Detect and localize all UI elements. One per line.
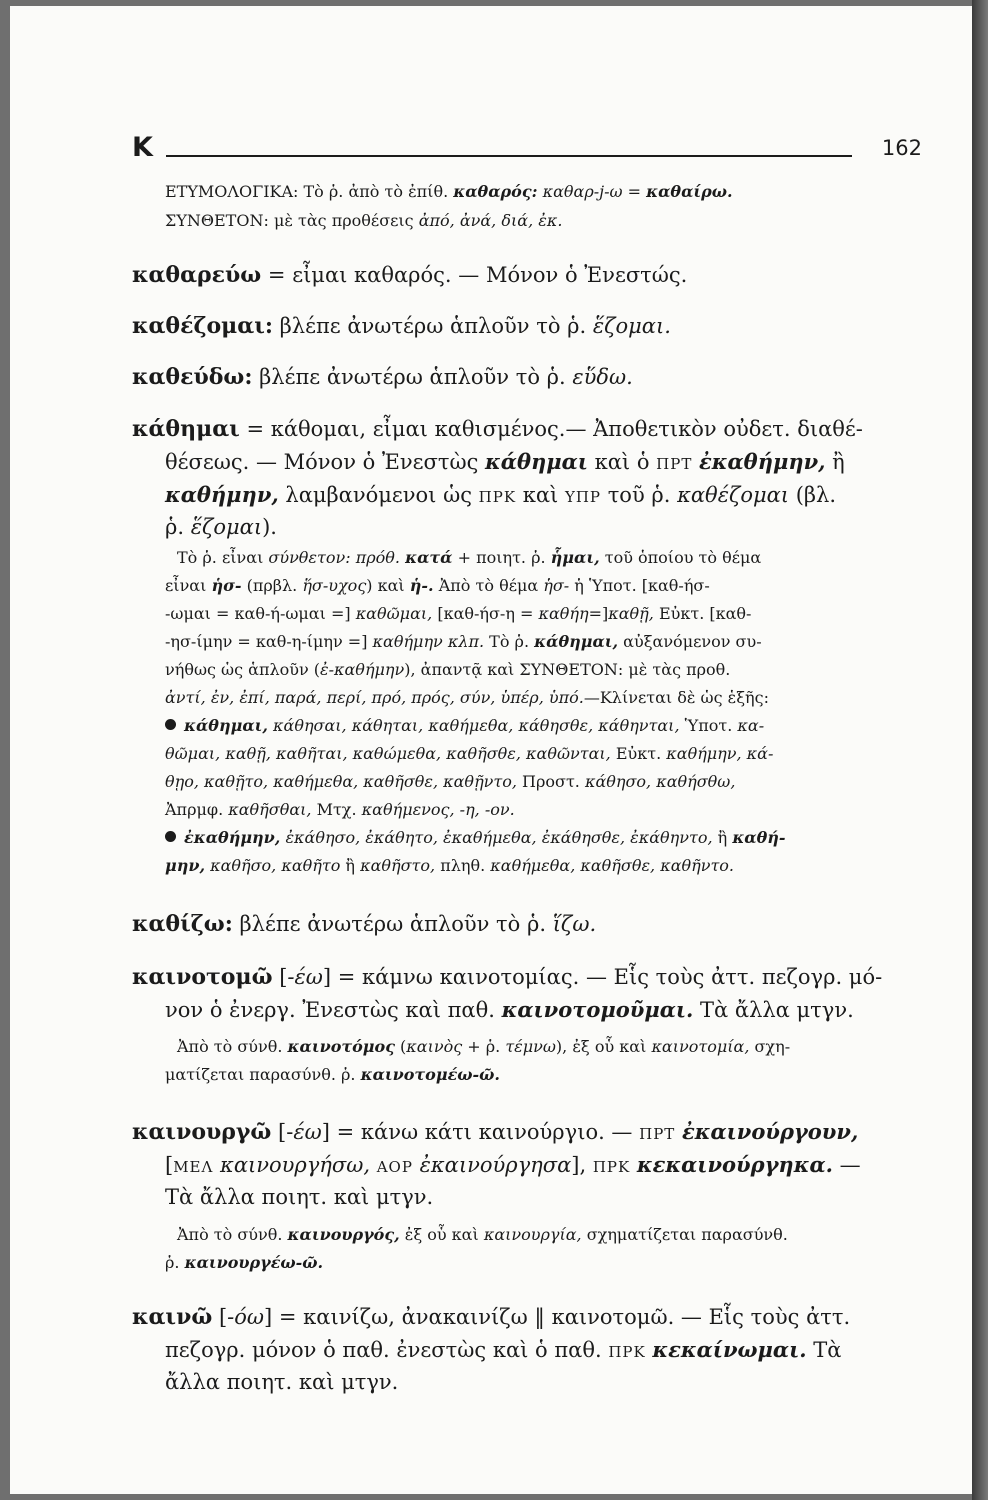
text-segment: Ὑποτ. [679,716,738,735]
text-segment: ἐξ οὗ καὶ [399,1225,484,1244]
text-segment: κάθησο, καθήσθω, [584,772,736,791]
text-segment: ἐκαθήμην, [699,449,826,474]
text-segment: Τὰ ἄλλα ποιητ. καὶ μτγν. [165,1185,434,1209]
conjugation-line [165,856,734,875]
entry-line [165,482,836,507]
text-segment: ἡ Ὑποτ. [καθ-ήσ- [569,576,710,595]
text-segment: [ [212,1305,228,1329]
header-rule [166,155,852,157]
text-segment: Ἀπὸ τὸ σύνθ. [177,1037,288,1056]
text-segment: εἶναι [165,576,212,595]
text-segment: ῥ. [165,1253,185,1272]
text-segment: Εὐκτ. [610,744,667,763]
text-segment: ἢ [712,828,733,847]
text-segment: ΠΡΤ [639,1125,676,1143]
text-segment: ἡσ- [543,576,570,595]
text-segment: ἕζομαι [190,515,263,539]
text-segment: καθαρεύω [132,262,262,288]
text-segment: -ωμαι = καθ-ή-ωμαι =] [165,604,356,623]
text-segment: ἀπό, ἀνά, διά, ἐκ. [418,211,563,230]
text-segment: πεζογρ. μόνον ὁ παθ. ἐνεστὼς καὶ ὁ παθ. [165,1338,609,1362]
text-segment: Μτχ. [311,800,362,819]
entry-kathezomai [132,313,671,339]
entry-line [165,449,845,474]
text-segment: ). [262,515,277,539]
text-segment: [- [271,1120,294,1144]
text-segment: [ [272,965,288,989]
text-segment: Προστ. [516,772,585,791]
text-segment: ἢ [825,450,845,474]
text-segment: νήθως ὡς ἁπλοῦν ( [165,660,321,679]
text-segment: [ [165,1153,174,1177]
text-segment: εὕδω. [572,365,633,389]
note-line [165,604,751,623]
text-segment [692,450,699,474]
text-segment: ], [571,1153,593,1177]
text-segment: Ἀπὸ τὸ θέμα [433,576,544,595]
text-segment: θῶμαι, καθῇ, καθῆται, καθώμεθα, καθῆσθε, καθῶνται, [165,744,611,763]
conjugation-text [184,716,764,735]
text-segment: καθῆσο, καθῆτο [205,856,341,875]
page-header [132,134,922,164]
text-segment: ἀντί, ἐν, ἐπί, παρά, περί, πρό, πρός, σύν, ὑπέρ, ὑπό. [165,688,584,707]
text-segment: καὶ [516,483,565,507]
text-segment: = κάθομαι, εἶμαι καθισμένος.— Ἀποθετικὸν οὐδετ. διαθέ- [239,417,863,441]
text-segment: σχηματίζεται παρασύνθ. [581,1225,788,1244]
text-segment: -όω [227,1305,265,1329]
text-segment: Τὸ ῥ. [484,632,535,651]
text-segment: ΠΡΤ [656,455,693,473]
note-line [177,1225,788,1244]
text-segment: ῥ. [165,515,191,539]
text-segment: θέσεως. — Μόνον ὁ Ἐνεστὼς [165,450,486,474]
conjugation-line [165,772,735,791]
text-segment: τοῦ ὁποίου τὸ θέμα [599,548,762,567]
note-line [165,576,710,595]
text-segment: -ησ-ίμην = καθ-η-ίμην =] [165,632,373,651]
text-segment: καινοτομέω-ῶ. [360,1065,500,1084]
text-segment: ἥσ-υχος [302,576,367,595]
text-segment: ἐκαινούργησα [419,1153,572,1177]
text-segment: καθῶμαι, [355,604,433,623]
text-segment: ἡσ- [211,576,242,595]
text-segment: κα- [737,716,765,735]
text-segment: ] = κάνω κάτι καινούργιο. — [321,1120,640,1144]
note-line [165,1065,500,1084]
text-segment: καθέζομαι: [132,313,273,339]
entry-line [165,515,277,539]
text-segment: καινουργός, [287,1225,400,1244]
text-segment: κεκαινούργηκα. [636,1152,833,1177]
text-segment: Ἀπὸ τὸ σύνθ. [177,1225,288,1244]
conjugation-text [184,828,786,847]
text-segment: ΠΡΚ [478,488,517,506]
note-line [177,1037,790,1056]
text-segment: σύνθετον: [268,548,351,567]
conjugation-line [165,828,786,847]
note-line [177,548,761,567]
text-segment: (πρβλ. [241,576,303,595]
text-segment: ΥΠΡ [564,488,602,506]
text-segment: Εὐκτ. [καθ- [653,604,752,623]
text-segment: κάθημαι [132,416,240,442]
text-segment: καθίζω: [132,911,233,937]
note-line [165,688,769,707]
entry-kainotomo [132,964,882,990]
entry-kathizo [132,911,596,937]
text-segment: (βλ. [789,483,837,507]
text-segment: ΑΟΡ [376,1158,413,1176]
text-segment: μην, [165,856,206,875]
text-segment: ἐκάθησο, ἐκάθητο, ἐκαθήμεθα, ἐκάθησθε, ἐκάθηντο, [280,828,713,847]
text-segment: κάθημαι [485,449,588,474]
text-segment: καθήμεθα, καθῆσθε, καθῆντο. [490,856,735,875]
text-segment: έω [293,1120,322,1144]
text-segment: καθήμην, κά- [666,744,774,763]
text-segment: καινουργήσω, [220,1153,371,1177]
text-segment: ΜΕΛ [173,1158,214,1176]
text-segment: καινὸς [406,1037,463,1056]
text-segment: πρόθ. [355,548,400,567]
text-segment: καθῇ, [608,604,654,623]
text-segment: βλέπε ἀνωτέρω ἁπλοῦν τὸ ῥ. [252,365,573,389]
text-segment: κεκαίνωμαι. [652,1337,807,1362]
text-segment: νον ὁ ἐνεργ. Ἐνεστὼς καὶ παθ. [165,998,502,1022]
text-segment: καθαρ-j-ω = [537,182,647,201]
bullet-icon [165,831,176,842]
text-segment: ἕζομαι. [592,314,671,338]
text-segment: καινουργέω-ῶ. [184,1253,324,1272]
text-segment: — [832,1153,861,1177]
text-segment: καινῶ [132,1304,213,1330]
conjugation-line [165,744,773,763]
text-segment: ΣΥΝΘΕΤΟΝ: μὲ τὰς προθέσεις [165,211,419,230]
text-segment: τοῦ ῥ. [601,483,678,507]
text-segment: ΠΡΚ [592,1158,631,1176]
entry-kainourgo [132,1119,858,1145]
note-line [165,1253,323,1272]
text-segment [630,1153,637,1177]
text-segment: καθέζομαι [677,483,790,507]
entry-katharevo [132,262,687,288]
note-line [165,632,762,651]
text-segment: καινοτομοῦμαι. [501,997,694,1022]
text-segment [413,1153,420,1177]
text-segment: ] = καινίζω, ἀνακαινίζω ‖ καινοτομῶ. — Εἷς τοὺς ἀττ. [264,1305,851,1329]
conjugation-line [165,716,764,735]
text-segment: θῃο, καθῇτο, καθήμεθα, καθῆσθε, καθῇντο, [165,772,517,791]
text-segment: ΕΤΥΜΟΛΟΓΙΚΑ: Τὸ ῥ. ἀπὸ τὸ ἐπίθ. [165,182,454,201]
text-segment: ἄλλα ποιητ. καὶ μτγν. [165,1370,399,1394]
entry-kaino [132,1304,850,1330]
text-segment: Τὰ [806,1338,842,1362]
text-segment: ), ἐξ οὗ καὶ [555,1037,652,1056]
entry-line [165,1370,398,1394]
text-segment: καθεύδω: [132,364,253,390]
text-segment: ἧμαι, [550,548,600,567]
text-segment: ἡ-. [409,576,434,595]
text-segment: ἐ-καθήμην [320,660,405,679]
text-segment: καινουργία, [483,1225,582,1244]
entry-line [165,1185,433,1209]
page-number: 162 [881,136,922,160]
text-segment: ἐκαινούργουν, [681,1119,859,1144]
text-segment: καθῆσθαι, [228,800,312,819]
text-segment: ] = κάμνω καινοτομίας. — Εἷς τοὺς ἀττ. πεζογρ. μό- [322,965,883,989]
text-segment: πληθ. [435,856,491,875]
text-segment: =] [588,604,609,623]
text-segment: Τὰ ἄλλα μτγν. [693,998,854,1022]
text-segment: βλέπε ἀνωτέρω ἁπλοῦν τὸ ῥ. [232,912,553,936]
text-segment: καθήμενος, -η, -ον. [361,800,515,819]
text-segment: ), ἀπαντᾷ καὶ ΣΥΝΘΕΤΟΝ: μὲ τὰς προθ. [404,660,731,679]
page-shadow-edge [972,0,988,1500]
entry-line [165,997,854,1022]
text-segment: καθήη [538,604,589,623]
section-letter: Κ [132,132,153,163]
text-segment: καθαίρω. [646,182,733,201]
text-segment: καθή- [732,828,786,847]
text-segment: κάθημαι, [184,716,268,735]
text-segment: καινουργῶ [132,1119,272,1145]
text-segment: καὶ ὁ [587,450,657,474]
text-segment: λαμβανόμενοι ὡς [278,483,479,507]
text-segment: + ῥ. [462,1037,506,1056]
text-segment: κατά [405,548,453,567]
entry-line [165,1337,841,1362]
text-segment: ) καὶ [366,576,410,595]
text-segment: ( [394,1037,407,1056]
text-segment: [καθ-ήσ-η = [432,604,539,623]
conjugation-line [165,800,515,819]
text-segment: αὐξανόμενον συ- [618,632,762,651]
text-segment: κάθημαι, [534,632,619,651]
text-segment: -έω [287,965,323,989]
text-segment: καινοτόμος [287,1037,395,1056]
text-segment: Ἀπρμφ. [165,800,229,819]
text-segment: καθήμην κλπ. [372,632,485,651]
etymology-line [165,211,562,230]
text-segment: καινοτομία, [651,1037,750,1056]
text-segment: καινοτομῶ [132,964,273,990]
text-segment: τέμνω [505,1037,556,1056]
entry-kathemai [132,416,863,442]
text-segment: καθαρός: [453,182,538,201]
entry-line [165,1152,861,1177]
text-segment: βλέπε ἀνωτέρω ἁπλοῦν τὸ ῥ. [272,314,593,338]
dictionary-page [10,6,972,1494]
text-segment: κάθησαι, κάθηται, καθήμεθα, κάθησθε, κάθηνται, [267,716,680,735]
text-segment: καθῆστο, [360,856,436,875]
text-segment: = εἶμαι καθαρός. — Μόνον ὁ Ἐνεστώς. [261,263,688,287]
etymology-line [165,182,733,201]
text-segment: ἐκαθήμην, [184,828,281,847]
text-segment: + ποιητ. ῥ. [452,548,551,567]
entry-katheudo [132,364,633,390]
text-segment: Τὸ ῥ. εἶναι [177,548,269,567]
note-line [165,660,730,679]
text-segment [370,1153,377,1177]
text-segment: σχη- [749,1037,791,1056]
text-segment: ἵζω. [552,912,597,936]
text-segment: ΠΡΚ [608,1343,646,1361]
bullet-icon [165,719,176,730]
text-segment: —Κλίνεται δὲ ὡς ἑξῆς: [583,688,769,707]
text-segment: καθήμην, [165,482,279,507]
text-segment [675,1120,682,1144]
text-segment: ἢ [340,856,361,875]
text-segment: ματίζεται παρασύνθ. ῥ. [165,1065,361,1084]
